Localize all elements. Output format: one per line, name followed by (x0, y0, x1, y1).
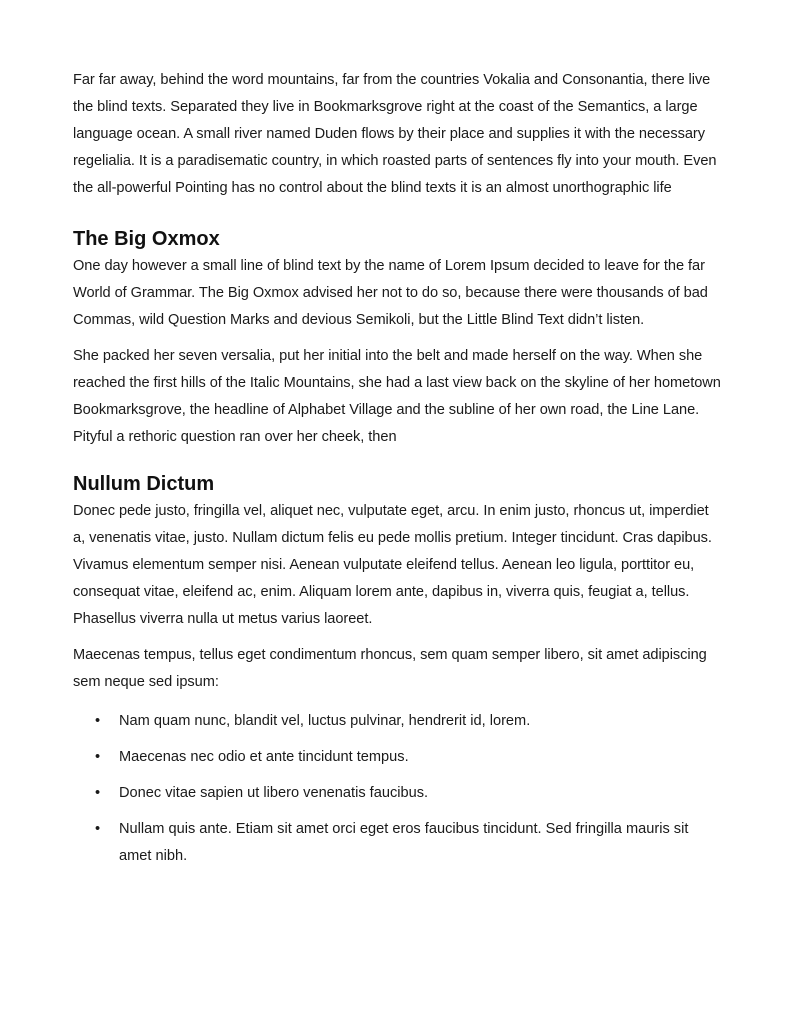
section-heading: Nullum Dictum (73, 473, 215, 495)
bullet-icon: • (95, 821, 101, 837)
bullet-icon: • (95, 713, 101, 729)
bullet-icon: • (95, 785, 101, 801)
list-item (73, 816, 723, 870)
section-nullum-dictum (73, 471, 723, 870)
section-big-oxmox (73, 226, 723, 451)
list-item (73, 744, 723, 771)
list-item-text: Nullam quis ante. Etiam sit amet orci eget eros faucibus tincidunt. Sed fringilla mauris sit amet nibh. (119, 821, 689, 864)
section-heading: The Big Oxmox (73, 228, 220, 250)
body-paragraph: One day however a small line of blind text by the name of Lorem Ipsum decided to leave for the far World of Grammar. The Big Oxmox advised her not to do so, because there were thousands of bad Commas, wild Question Marks and devious Semikoli, but the Little Blind Text didn’t listen. (73, 258, 708, 328)
bullet-icon: • (95, 749, 101, 765)
list-item-text: Donec vitae sapien ut libero venenatis faucibus. (119, 785, 429, 801)
document-page (73, 67, 723, 879)
list-item (73, 708, 723, 735)
body-paragraph: Donec pede justo, fringilla vel, aliquet nec, vulputate eget, arcu. In enim justo, rhoncus ut, imperdiet a, venenatis vitae, justo. Nullam dictum felis eu pede mollis pretium. Integer tincidunt. Cras dapibus. Vivamus elementum semper nisi. Aenean vulputate eleifend tellus. Aenean leo ligula, porttitor eu, consequat vitae, eleifend ac, enim. Aliquam lorem ante, dapibus in, viverra quis, feugiat a, tellus. Phasellus viverra nulla ut metus varius laoreet. (73, 503, 712, 627)
bullet-list (73, 708, 723, 870)
intro-paragraph: Far far away, behind the word mountains, far from the countries Vokalia and Consonantia, there live the blind texts. Separated they live in Bookmarksgrove right at the coast of the Semantics, a large language ocean. A small river named Duden flows by their place and supplies it with the necessary regelialia. It is a paradisematic country, in which roasted parts of sentences fly into your mouth. Even the all-powerful Pointing has no control about the blind texts it is an almost unorthographic life (73, 72, 717, 196)
body-paragraph: Maecenas tempus, tellus eget condimentum rhoncus, sem quam semper libero, sit amet adipiscing sem neque sed ipsum: (73, 647, 707, 690)
body-paragraph: She packed her seven versalia, put her initial into the belt and made herself on the way. When she reached the first hills of the Italic Mountains, she had a last view back on the skyline of her hometown Bookmarksgrove, the headline of Alphabet Village and the subline of her own road, the Line Lane. Pityful a rethoric question ran over her cheek, then (73, 348, 721, 445)
list-item (73, 780, 723, 807)
list-item-text: Nam quam nunc, blandit vel, luctus pulvinar, hendrerit id, lorem. (119, 713, 531, 729)
list-item-text: Maecenas nec odio et ante tincidunt tempus. (119, 749, 409, 765)
